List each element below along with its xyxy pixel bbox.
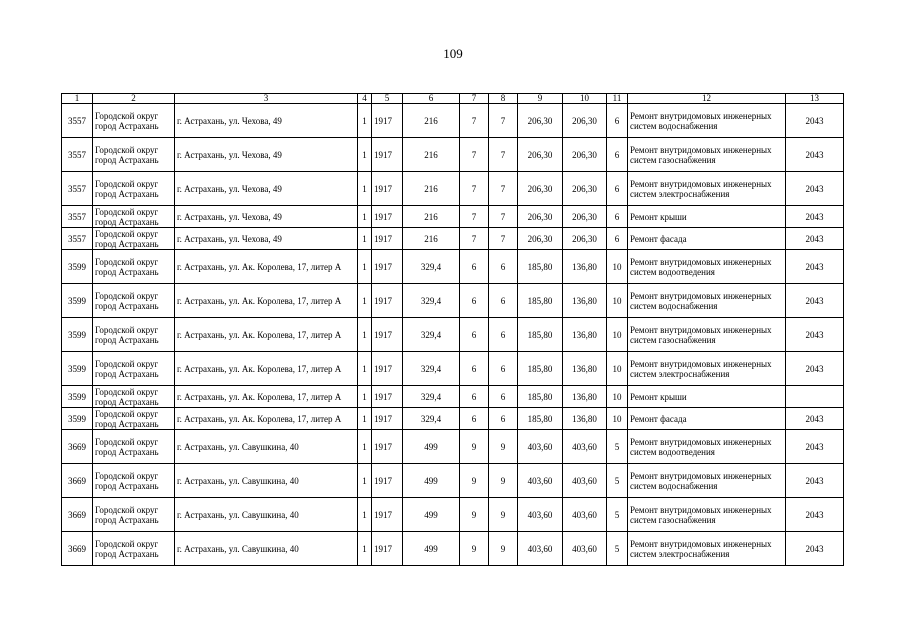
cell-col-6: 216 <box>403 206 460 228</box>
cell-col-13: 2043 <box>786 498 844 532</box>
cell-col-10: 403,60 <box>563 430 607 464</box>
cell-year: 1917 <box>372 498 403 532</box>
cell-record-id: 3669 <box>62 532 93 566</box>
cell-col-9: 206,30 <box>518 206 563 228</box>
cell-year: 1917 <box>372 464 403 498</box>
cell-col-9: 185,80 <box>518 408 563 430</box>
cell-col-9: 403,60 <box>518 430 563 464</box>
cell-col-9: 185,80 <box>518 250 563 284</box>
cell-col-10: 136,80 <box>563 352 607 386</box>
cell-col-6: 216 <box>403 104 460 138</box>
cell-municipality: Городской округ город Астрахань <box>93 408 175 430</box>
cell-col-8: 7 <box>489 172 518 206</box>
cell-record-id: 3669 <box>62 430 93 464</box>
cell-col-11: 6 <box>607 138 628 172</box>
cell-col-11: 10 <box>607 318 628 352</box>
cell-year: 1917 <box>372 284 403 318</box>
cell-col-11: 6 <box>607 228 628 250</box>
cell-municipality: Городской округ город Астрахань <box>93 318 175 352</box>
cell-municipality: Городской округ город Астрахань <box>93 386 175 408</box>
cell-address: г. Астрахань, ул. Чехова, 49 <box>175 104 358 138</box>
cell-year: 1917 <box>372 250 403 284</box>
cell-work-type: Ремонт внутридомовых инженерных систем водоотведения <box>628 430 786 464</box>
cell-col-9: 185,80 <box>518 386 563 408</box>
cell-col-7: 9 <box>460 532 489 566</box>
cell-record-id: 3599 <box>62 352 93 386</box>
cell-col-13: 2043 <box>786 430 844 464</box>
cell-col-6: 499 <box>403 430 460 464</box>
cell-address: г. Астрахань, ул. Савушкина, 40 <box>175 464 358 498</box>
cell-col-6: 329,4 <box>403 284 460 318</box>
column-number: 11 <box>607 94 628 104</box>
cell-col-7: 6 <box>460 318 489 352</box>
cell-col-4: 1 <box>358 138 372 172</box>
cell-col-6: 329,4 <box>403 318 460 352</box>
cell-col-9: 185,80 <box>518 318 563 352</box>
cell-col-10: 136,80 <box>563 386 607 408</box>
column-number: 9 <box>518 94 563 104</box>
cell-year: 1917 <box>372 532 403 566</box>
cell-work-type: Ремонт внутридомовых инженерных систем водоснабжения <box>628 464 786 498</box>
table-row <box>62 318 844 352</box>
cell-col-13: 2043 <box>786 352 844 386</box>
cell-work-type: Ремонт фасада <box>628 228 786 250</box>
cell-col-8: 7 <box>489 104 518 138</box>
cell-work-type: Ремонт крыши <box>628 386 786 408</box>
cell-municipality: Городской округ город Астрахань <box>93 498 175 532</box>
cell-col-9: 206,30 <box>518 172 563 206</box>
cell-col-6: 499 <box>403 498 460 532</box>
column-number: 10 <box>563 94 607 104</box>
cell-record-id: 3557 <box>62 228 93 250</box>
cell-col-11: 6 <box>607 206 628 228</box>
cell-col-9: 185,80 <box>518 284 563 318</box>
cell-municipality: Городской округ город Астрахань <box>93 250 175 284</box>
cell-col-8: 6 <box>489 318 518 352</box>
cell-col-7: 9 <box>460 430 489 464</box>
cell-col-10: 403,60 <box>563 464 607 498</box>
cell-col-4: 1 <box>358 464 372 498</box>
cell-municipality: Городской округ город Астрахань <box>93 206 175 228</box>
cell-col-8: 9 <box>489 430 518 464</box>
cell-col-6: 216 <box>403 172 460 206</box>
cell-work-type: Ремонт крыши <box>628 206 786 228</box>
cell-col-7: 7 <box>460 228 489 250</box>
cell-col-10: 206,30 <box>563 206 607 228</box>
cell-work-type: Ремонт внутридомовых инженерных систем водоотведения <box>628 250 786 284</box>
cell-col-9: 403,60 <box>518 464 563 498</box>
cell-col-11: 5 <box>607 464 628 498</box>
cell-col-4: 1 <box>358 386 372 408</box>
cell-col-10: 206,30 <box>563 104 607 138</box>
cell-col-13: 2043 <box>786 464 844 498</box>
cell-col-11: 5 <box>607 430 628 464</box>
table-row <box>62 386 844 408</box>
cell-record-id: 3669 <box>62 498 93 532</box>
cell-col-9: 206,30 <box>518 104 563 138</box>
cell-municipality: Городской округ город Астрахань <box>93 464 175 498</box>
cell-col-11: 10 <box>607 408 628 430</box>
cell-col-6: 499 <box>403 464 460 498</box>
cell-work-type: Ремонт внутридомовых инженерных систем газоснабжения <box>628 138 786 172</box>
cell-year: 1917 <box>372 172 403 206</box>
cell-municipality: Городской округ город Астрахань <box>93 352 175 386</box>
cell-col-10: 206,30 <box>563 138 607 172</box>
column-number: 5 <box>372 94 403 104</box>
table-row <box>62 172 844 206</box>
cell-col-7: 9 <box>460 498 489 532</box>
cell-col-10: 136,80 <box>563 318 607 352</box>
cell-col-13: 2043 <box>786 250 844 284</box>
cell-work-type: Ремонт внутридомовых инженерных систем электроснабжения <box>628 532 786 566</box>
cell-address: г. Астрахань, ул. Ак. Королева, 17, литер А <box>175 250 358 284</box>
cell-col-4: 1 <box>358 430 372 464</box>
cell-col-11: 10 <box>607 284 628 318</box>
cell-col-13: 2043 <box>786 138 844 172</box>
cell-address: г. Астрахань, ул. Ак. Королева, 17, литер А <box>175 352 358 386</box>
column-number: 4 <box>358 94 372 104</box>
cell-col-10: 206,30 <box>563 228 607 250</box>
cell-col-8: 9 <box>489 464 518 498</box>
cell-col-9: 206,30 <box>518 138 563 172</box>
cell-col-4: 1 <box>358 228 372 250</box>
cell-year: 1917 <box>372 352 403 386</box>
cell-col-10: 136,80 <box>563 408 607 430</box>
cell-col-11: 5 <box>607 498 628 532</box>
table-row <box>62 352 844 386</box>
cell-col-11: 6 <box>607 104 628 138</box>
cell-address: г. Астрахань, ул. Ак. Королева, 17, литер А <box>175 284 358 318</box>
cell-col-8: 7 <box>489 228 518 250</box>
cell-col-4: 1 <box>358 206 372 228</box>
cell-col-8: 6 <box>489 250 518 284</box>
cell-col-8: 7 <box>489 206 518 228</box>
cell-col-8: 9 <box>489 532 518 566</box>
cell-municipality: Городской округ город Астрахань <box>93 430 175 464</box>
cell-municipality: Городской округ город Астрахань <box>93 284 175 318</box>
cell-col-7: 6 <box>460 250 489 284</box>
cell-record-id: 3669 <box>62 464 93 498</box>
cell-col-9: 185,80 <box>518 352 563 386</box>
table-row <box>62 498 844 532</box>
cell-col-8: 9 <box>489 498 518 532</box>
table-row <box>62 284 844 318</box>
cell-record-id: 3557 <box>62 206 93 228</box>
cell-year: 1917 <box>372 318 403 352</box>
cell-record-id: 3599 <box>62 408 93 430</box>
cell-col-4: 1 <box>358 498 372 532</box>
cell-col-6: 216 <box>403 228 460 250</box>
cell-col-4: 1 <box>358 284 372 318</box>
cell-col-7: 7 <box>460 104 489 138</box>
cell-record-id: 3557 <box>62 138 93 172</box>
cell-col-13: 2043 <box>786 318 844 352</box>
cell-col-6: 329,4 <box>403 352 460 386</box>
cell-work-type: Ремонт внутридомовых инженерных систем газоснабжения <box>628 318 786 352</box>
cell-address: г. Астрахань, ул. Ак. Королева, 17, литер А <box>175 408 358 430</box>
column-number: 7 <box>460 94 489 104</box>
cell-municipality: Городской округ город Астрахань <box>93 228 175 250</box>
table-row <box>62 532 844 566</box>
cell-address: г. Астрахань, ул. Ак. Королева, 17, литер А <box>175 386 358 408</box>
cell-year: 1917 <box>372 386 403 408</box>
cell-col-6: 329,4 <box>403 250 460 284</box>
cell-col-8: 6 <box>489 284 518 318</box>
cell-col-13: 2043 <box>786 532 844 566</box>
column-number: 1 <box>62 94 93 104</box>
cell-address: г. Астрахань, ул. Чехова, 49 <box>175 172 358 206</box>
cell-col-8: 7 <box>489 138 518 172</box>
table-row <box>62 430 844 464</box>
cell-work-type: Ремонт внутридомовых инженерных систем водоснабжения <box>628 104 786 138</box>
cell-work-type: Ремонт внутридомовых инженерных систем электроснабжения <box>628 352 786 386</box>
cell-col-7: 7 <box>460 172 489 206</box>
cell-address: г. Астрахань, ул. Чехова, 49 <box>175 206 358 228</box>
cell-col-10: 136,80 <box>563 250 607 284</box>
table-row <box>62 408 844 430</box>
cell-municipality: Городской округ город Астрахань <box>93 138 175 172</box>
cell-col-7: 6 <box>460 284 489 318</box>
cell-col-7: 9 <box>460 464 489 498</box>
cell-col-13 <box>786 386 844 408</box>
cell-col-9: 403,60 <box>518 498 563 532</box>
cell-record-id: 3599 <box>62 386 93 408</box>
column-number: 12 <box>628 94 786 104</box>
column-number-row <box>62 94 844 104</box>
repair-schedule-table <box>61 93 844 566</box>
cell-col-13: 2043 <box>786 408 844 430</box>
cell-col-7: 7 <box>460 206 489 228</box>
cell-col-8: 6 <box>489 352 518 386</box>
cell-col-6: 329,4 <box>403 408 460 430</box>
column-number: 8 <box>489 94 518 104</box>
cell-record-id: 3599 <box>62 250 93 284</box>
cell-address: г. Астрахань, ул. Савушкина, 40 <box>175 532 358 566</box>
cell-municipality: Городской округ город Астрахань <box>93 172 175 206</box>
cell-col-13: 2043 <box>786 228 844 250</box>
table-row <box>62 464 844 498</box>
cell-col-11: 10 <box>607 386 628 408</box>
cell-col-11: 6 <box>607 172 628 206</box>
cell-work-type: Ремонт внутридомовых инженерных систем электроснабжения <box>628 172 786 206</box>
cell-col-9: 206,30 <box>518 228 563 250</box>
column-number: 2 <box>93 94 175 104</box>
cell-record-id: 3557 <box>62 172 93 206</box>
cell-col-11: 5 <box>607 532 628 566</box>
cell-address: г. Астрахань, ул. Чехова, 49 <box>175 228 358 250</box>
cell-col-4: 1 <box>358 104 372 138</box>
cell-col-7: 6 <box>460 386 489 408</box>
cell-year: 1917 <box>372 228 403 250</box>
cell-col-4: 1 <box>358 408 372 430</box>
cell-col-4: 1 <box>358 532 372 566</box>
cell-col-6: 499 <box>403 532 460 566</box>
column-number: 6 <box>403 94 460 104</box>
cell-col-11: 10 <box>607 250 628 284</box>
cell-year: 1917 <box>372 138 403 172</box>
cell-col-4: 1 <box>358 318 372 352</box>
cell-municipality: Городской округ город Астрахань <box>93 532 175 566</box>
cell-work-type: Ремонт внутридомовых инженерных систем газоснабжения <box>628 498 786 532</box>
table-row <box>62 206 844 228</box>
cell-col-4: 1 <box>358 352 372 386</box>
table-row <box>62 250 844 284</box>
cell-col-7: 6 <box>460 352 489 386</box>
cell-col-6: 329,4 <box>403 386 460 408</box>
cell-address: г. Астрахань, ул. Чехова, 49 <box>175 138 358 172</box>
cell-col-13: 2043 <box>786 104 844 138</box>
table-row <box>62 104 844 138</box>
cell-col-9: 403,60 <box>518 532 563 566</box>
cell-municipality: Городской округ город Астрахань <box>93 104 175 138</box>
cell-work-type: Ремонт фасада <box>628 408 786 430</box>
cell-address: г. Астрахань, ул. Савушкина, 40 <box>175 430 358 464</box>
cell-col-10: 206,30 <box>563 172 607 206</box>
cell-col-4: 1 <box>358 250 372 284</box>
cell-work-type: Ремонт внутридомовых инженерных систем водоснабжения <box>628 284 786 318</box>
cell-col-4: 1 <box>358 172 372 206</box>
cell-col-13: 2043 <box>786 172 844 206</box>
cell-address: г. Астрахань, ул. Ак. Королева, 17, литер А <box>175 318 358 352</box>
table-row <box>62 228 844 250</box>
cell-col-11: 10 <box>607 352 628 386</box>
cell-record-id: 3557 <box>62 104 93 138</box>
cell-year: 1917 <box>372 430 403 464</box>
cell-col-13: 2043 <box>786 206 844 228</box>
cell-year: 1917 <box>372 104 403 138</box>
cell-col-7: 6 <box>460 408 489 430</box>
cell-record-id: 3599 <box>62 284 93 318</box>
cell-col-10: 403,60 <box>563 498 607 532</box>
cell-col-7: 7 <box>460 138 489 172</box>
cell-col-10: 403,60 <box>563 532 607 566</box>
cell-year: 1917 <box>372 408 403 430</box>
cell-col-10: 136,80 <box>563 284 607 318</box>
table-row <box>62 138 844 172</box>
cell-year: 1917 <box>372 206 403 228</box>
cell-col-8: 6 <box>489 408 518 430</box>
column-number: 13 <box>786 94 844 104</box>
page-number: 109 <box>443 46 463 61</box>
cell-record-id: 3599 <box>62 318 93 352</box>
cell-col-13: 2043 <box>786 284 844 318</box>
cell-address: г. Астрахань, ул. Савушкина, 40 <box>175 498 358 532</box>
cell-col-8: 6 <box>489 386 518 408</box>
column-number: 3 <box>175 94 358 104</box>
cell-col-6: 216 <box>403 138 460 172</box>
